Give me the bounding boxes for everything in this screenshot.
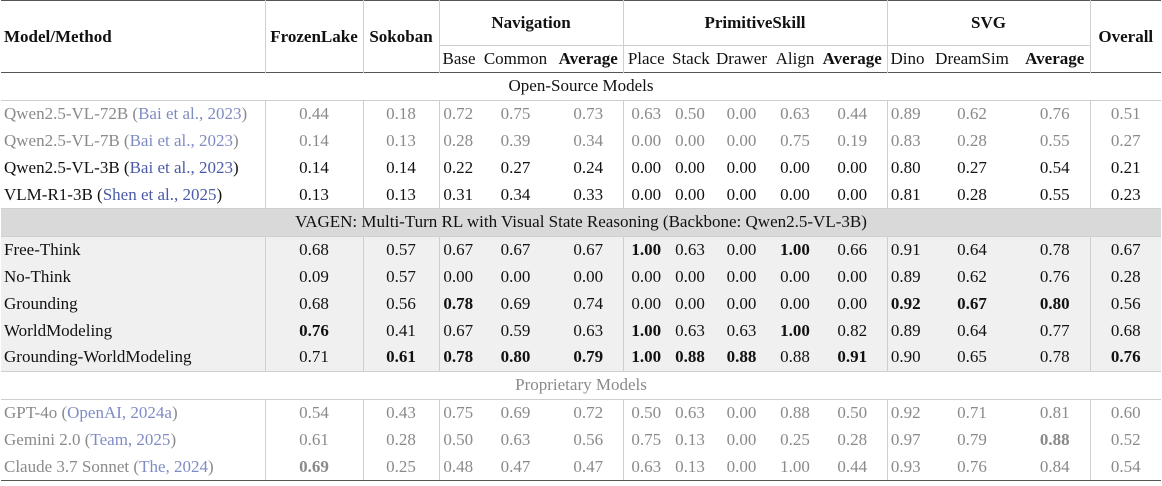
score-cell: 0.67 (554, 236, 623, 263)
table-row (1, 181, 1161, 208)
score-cell: 0.79 (957, 429, 987, 449)
score-cell: 0.76 (1020, 100, 1090, 127)
score-cell: 0.62 (924, 264, 1020, 291)
score-cell: 0.68 (1090, 317, 1161, 344)
score-cell: 0.00 (711, 453, 772, 480)
header-frozenlake: FrozenLake (265, 1, 363, 73)
score-cell: 0.76 (265, 317, 363, 344)
score-cell: 0.69 (477, 290, 554, 317)
score-cell: 0.54 (265, 399, 363, 426)
score-cell: 0.28 (363, 426, 439, 453)
score-cell: 0.63 (554, 317, 623, 344)
score-cell: 0.00 (726, 429, 757, 449)
score-cell: 0.88 (772, 399, 818, 426)
sub-ps-average: Average (822, 49, 882, 68)
table-row (1, 453, 1161, 480)
score-cell: 0.44 (818, 100, 887, 127)
score-cell: 0.14 (265, 128, 363, 155)
score-cell: 0.72 (554, 399, 623, 426)
score-cell: 0.90 (887, 344, 924, 371)
score-cell: 0.78 (439, 290, 477, 317)
score-cell: 0.67 (1090, 236, 1161, 263)
score-cell: 0.97 (887, 426, 924, 453)
score-cell: 0.56 (363, 290, 439, 317)
score-cell: 0.00 (623, 290, 669, 317)
score-cell: 0.34 (500, 184, 531, 204)
citation-link[interactable]: Bai et al., 2023 (138, 104, 242, 124)
score-cell: 0.55 (1039, 184, 1070, 204)
sub-ps-stack: Stack (672, 49, 710, 68)
score-cell: 0.14 (363, 154, 439, 181)
score-cell: 0.47 (554, 453, 623, 480)
score-cell: 0.28 (439, 128, 477, 155)
score-cell: 0.00 (623, 154, 669, 181)
score-cell: 0.75 (439, 399, 477, 426)
score-cell: 0.75 (623, 426, 669, 453)
table-row (1, 426, 1161, 453)
sub-svg-dreamsim: DreamSim (935, 49, 1009, 68)
row-model-name: Free-Think (1, 236, 265, 263)
score-cell: 0.60 (1090, 399, 1161, 426)
row-model-name: WorldModeling (1, 317, 265, 344)
score-cell: 0.78 (439, 344, 477, 371)
score-cell: 0.77 (1020, 317, 1090, 344)
score-cell: 0.68 (265, 236, 363, 263)
score-cell: 0.91 (818, 344, 887, 371)
table-row (1, 399, 1161, 426)
score-cell: 0.80 (887, 154, 924, 181)
score-cell: 0.34 (573, 130, 604, 150)
score-cell: 0.62 (924, 100, 1020, 127)
sub-ps-align: Align (775, 49, 815, 68)
score-cell: 0.24 (573, 157, 604, 177)
score-cell: 0.25 (780, 429, 810, 449)
score-cell: 0.89 (887, 264, 924, 291)
score-cell: 0.63 (500, 429, 531, 449)
score-cell: 1.00 (623, 317, 669, 344)
score-cell: 0.88 (1039, 429, 1070, 449)
score-cell: 0.27 (957, 157, 987, 177)
score-cell: 1.00 (772, 236, 818, 263)
score-cell: 0.76 (1020, 264, 1090, 291)
citation-link[interactable]: Shen et al., 2025 (102, 184, 217, 204)
score-cell: 0.50 (439, 426, 477, 453)
header-model: Model/Method (4, 26, 112, 46)
citation-link[interactable]: The, 2024 (139, 456, 208, 476)
score-cell: 0.67 (439, 236, 477, 263)
score-cell: 0.64 (924, 317, 1020, 344)
score-cell: 0.28 (837, 429, 868, 449)
citation-link[interactable]: Bai et al., 2023 (129, 157, 233, 177)
score-cell: 0.13 (669, 453, 711, 480)
score-cell: 0.00 (477, 264, 554, 291)
score-cell: 0.75 (780, 130, 810, 150)
score-cell: 0.47 (477, 453, 554, 480)
score-cell: 0.83 (887, 128, 924, 155)
score-cell: 0.61 (363, 344, 439, 371)
score-cell: 0.91 (887, 236, 924, 263)
score-cell: 0.57 (363, 264, 439, 291)
score-cell: 0.28 (957, 184, 987, 204)
score-cell: 1.00 (772, 317, 818, 344)
score-cell: 0.00 (669, 264, 711, 291)
score-cell: 0.50 (623, 399, 669, 426)
score-cell: 0.71 (265, 344, 363, 371)
score-cell: 0.00 (711, 236, 772, 263)
score-cell: 0.39 (500, 130, 531, 150)
score-cell: 0.81 (1020, 399, 1090, 426)
score-cell: 0.50 (818, 399, 887, 426)
table-row (1, 344, 1161, 371)
score-cell: 0.50 (669, 100, 711, 127)
score-cell: 0.00 (780, 157, 810, 177)
score-cell: 0.81 (887, 181, 924, 208)
row-model-name: Qwen2.5-VL-72B (Bai et al., 2023) (1, 100, 265, 127)
score-cell: 0.56 (573, 429, 604, 449)
score-cell: 0.67 (439, 317, 477, 344)
score-cell: 0.75 (477, 100, 554, 127)
score-cell: 0.92 (887, 399, 924, 426)
citation-link[interactable]: Team, 2025 (90, 429, 171, 449)
table-row (1, 317, 1161, 344)
score-cell: 0.00 (623, 264, 669, 291)
sub-nav-base: Base (439, 46, 477, 73)
sub-nav-common: Common (483, 49, 548, 68)
score-cell: 0.80 (1020, 290, 1090, 317)
score-cell: 1.00 (772, 453, 818, 480)
score-cell: 0.13 (675, 429, 705, 449)
header-overall: Overall (1090, 1, 1161, 73)
row-model-name: Gemini 2.0 (Team, 2025) (4, 429, 177, 449)
score-cell: 0.79 (554, 344, 623, 371)
score-cell: 0.00 (623, 128, 669, 155)
score-cell: 0.18 (363, 100, 439, 127)
row-model-name: Qwen2.5-VL-7B (Bai et al., 2023) (4, 130, 239, 150)
header-svg: SVG (887, 1, 1090, 46)
score-cell: 0.71 (924, 399, 1020, 426)
score-cell: 0.73 (554, 100, 623, 127)
score-cell: 0.00 (675, 184, 705, 204)
row-model-name: Grounding-WorldModeling (1, 344, 265, 371)
score-cell: 0.44 (818, 453, 887, 480)
row-model-name: No-Think (1, 264, 265, 291)
score-cell: 0.00 (675, 130, 705, 150)
row-model-name: Qwen2.5-VL-3B (Bai et al., 2023) (4, 157, 239, 177)
row-model-name: Claude 3.7 Sonnet (The, 2024) (1, 453, 265, 480)
citation-link[interactable]: OpenAI, 2024a (67, 402, 172, 422)
row-model-name: VLM-R1-3B (Shen et al., 2025) (4, 184, 223, 204)
score-cell: 0.63 (772, 100, 818, 127)
score-cell: 0.63 (669, 236, 711, 263)
table-row (1, 154, 1161, 181)
score-cell: 0.00 (726, 157, 757, 177)
score-cell: 0.00 (837, 157, 868, 177)
table-body (1, 73, 1161, 481)
score-cell: 0.55 (1039, 130, 1070, 150)
row-model-name: GPT-4o (OpenAI, 2024a) (1, 399, 265, 426)
header-navigation: Navigation (439, 1, 623, 46)
header-sokoban: Sokoban (363, 1, 439, 73)
table-row (1, 128, 1161, 155)
score-cell: 0.28 (1090, 264, 1161, 291)
score-cell: 0.00 (772, 290, 818, 317)
score-cell: 1.00 (623, 236, 669, 263)
score-cell: 0.23 (1090, 181, 1161, 208)
score-cell: 0.67 (924, 290, 1020, 317)
score-cell: 0.09 (265, 264, 363, 291)
score-cell: 0.74 (554, 290, 623, 317)
score-cell: 0.63 (669, 399, 711, 426)
score-cell: 0.59 (477, 317, 554, 344)
sub-ps-drawer: Drawer (716, 49, 767, 68)
score-cell: 0.21 (1090, 154, 1161, 181)
score-cell: 0.27 (1090, 128, 1161, 155)
table-row (1, 264, 1161, 291)
score-cell: 0.33 (573, 184, 604, 204)
score-cell: 0.00 (669, 290, 711, 317)
score-cell: 0.00 (711, 399, 772, 426)
score-cell: 0.54 (1039, 157, 1070, 177)
score-cell: 0.61 (265, 426, 363, 453)
score-cell: 0.00 (726, 130, 757, 150)
score-cell: 0.22 (439, 154, 477, 181)
score-cell: 0.84 (1020, 453, 1090, 480)
score-cell: 0.88 (772, 344, 818, 371)
score-cell: 0.00 (818, 264, 887, 291)
score-cell: 0.00 (554, 264, 623, 291)
score-cell: 0.68 (265, 290, 363, 317)
score-cell: 0.52 (1090, 426, 1161, 453)
results-table (1, 0, 1161, 481)
score-cell: 0.69 (477, 399, 554, 426)
section-title: Proprietary Models (1, 371, 1161, 399)
table-row (1, 100, 1161, 127)
score-cell: 0.65 (924, 344, 1020, 371)
score-cell: 0.63 (623, 100, 669, 127)
score-cell: 0.27 (500, 157, 531, 177)
citation-link[interactable]: Bai et al., 2023 (129, 130, 233, 150)
score-cell: 0.76 (924, 453, 1020, 480)
table-row (1, 290, 1161, 317)
score-cell: 0.00 (711, 290, 772, 317)
score-cell: 0.78 (1020, 344, 1090, 371)
score-cell: 0.89 (887, 100, 924, 127)
table-row (1, 236, 1161, 263)
header-primitiveskill: PrimitiveSkill (623, 1, 887, 46)
score-cell: 0.00 (711, 264, 772, 291)
score-cell: 0.54 (1090, 453, 1161, 480)
sub-nav-average: Average (558, 49, 618, 68)
score-cell: 0.00 (675, 157, 705, 177)
section-title: VAGEN: Multi-Turn RL with Visual State Reasoning (Backbone: Qwen2.5-VL-3B) (1, 208, 1161, 236)
score-cell: 0.43 (363, 399, 439, 426)
score-cell: 0.78 (1020, 236, 1090, 263)
score-cell: 0.00 (439, 264, 477, 291)
score-cell: 0.00 (726, 184, 757, 204)
section-title: Open-Source Models (508, 76, 654, 96)
score-cell: 0.00 (837, 184, 868, 204)
score-cell: 0.44 (265, 100, 363, 127)
score-cell: 0.66 (818, 236, 887, 263)
score-cell: 0.00 (623, 181, 669, 208)
score-cell: 0.13 (363, 128, 439, 155)
score-cell: 0.13 (265, 181, 363, 208)
score-cell: 0.31 (439, 181, 477, 208)
score-cell: 0.92 (887, 290, 924, 317)
row-model-name: Grounding (1, 290, 265, 317)
table-header (1, 1, 1161, 73)
score-cell: 0.48 (439, 453, 477, 480)
score-cell: 0.89 (887, 317, 924, 344)
score-cell: 0.28 (957, 130, 987, 150)
score-cell: 0.63 (711, 317, 772, 344)
score-cell: 0.67 (477, 236, 554, 263)
score-cell: 0.19 (837, 130, 868, 150)
score-cell: 0.63 (623, 453, 669, 480)
score-cell: 0.51 (1090, 100, 1161, 127)
score-cell: 0.14 (265, 154, 363, 181)
score-cell: 0.63 (669, 317, 711, 344)
score-cell: 0.00 (818, 290, 887, 317)
score-cell: 0.00 (772, 264, 818, 291)
score-cell: 0.88 (711, 344, 772, 371)
score-cell: 0.00 (711, 100, 772, 127)
score-cell: 0.80 (477, 344, 554, 371)
sub-svg-average: Average (1025, 49, 1085, 68)
score-cell: 0.57 (363, 236, 439, 263)
score-cell: 0.69 (265, 453, 363, 480)
score-cell: 0.13 (363, 181, 439, 208)
sub-ps-place: Place (623, 46, 669, 73)
score-cell: 0.76 (1090, 344, 1161, 371)
score-cell: 0.72 (439, 100, 477, 127)
score-cell: 0.93 (887, 453, 924, 480)
score-cell: 0.64 (924, 236, 1020, 263)
sub-svg-dino: Dino (887, 46, 924, 73)
score-cell: 0.56 (1090, 290, 1161, 317)
score-cell: 1.00 (623, 344, 669, 371)
score-cell: 0.25 (363, 453, 439, 480)
score-cell: 0.82 (818, 317, 887, 344)
score-cell: 0.00 (780, 184, 810, 204)
score-cell: 0.88 (669, 344, 711, 371)
score-cell: 0.41 (363, 317, 439, 344)
